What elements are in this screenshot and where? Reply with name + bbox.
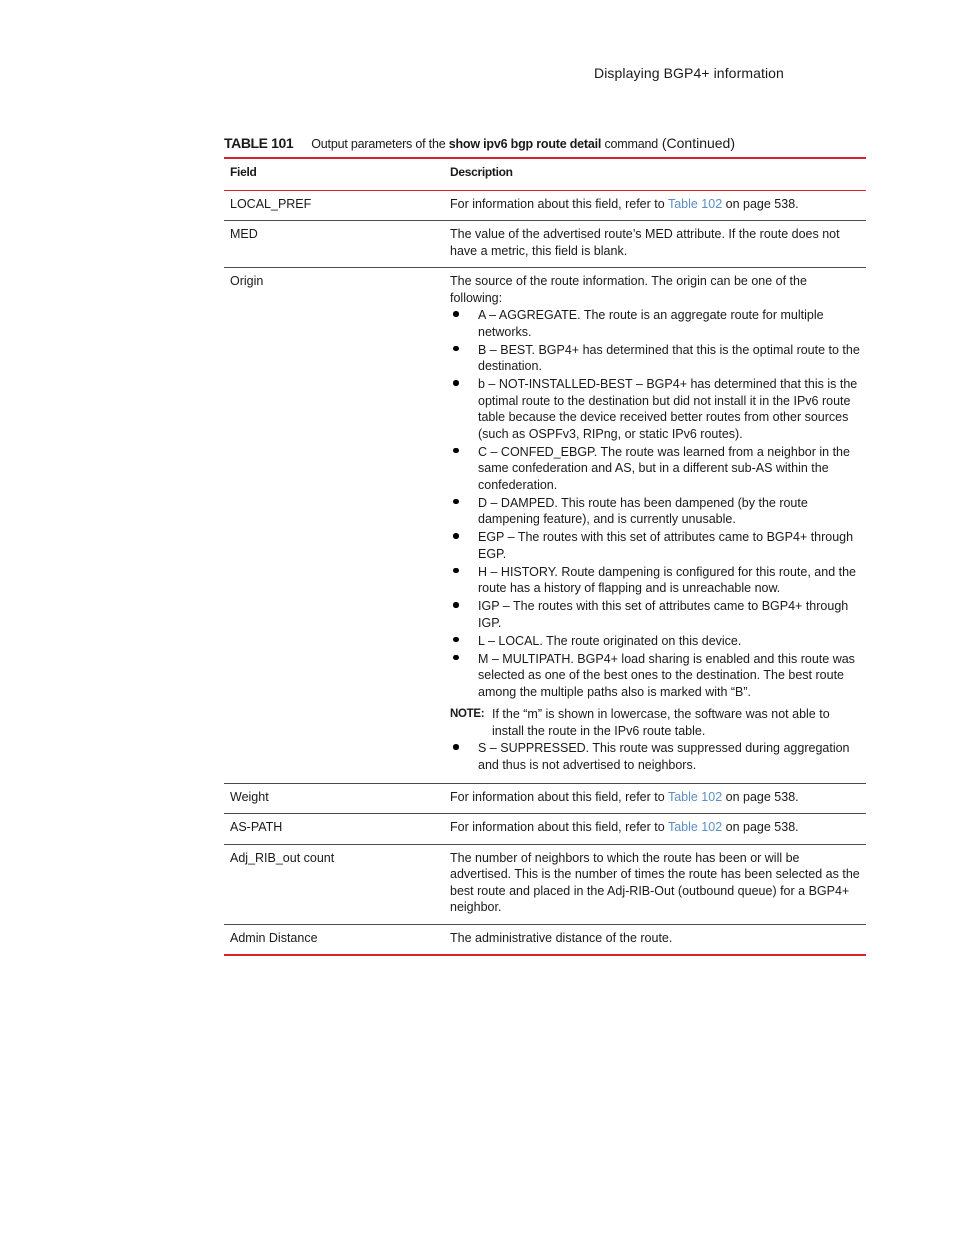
list-item: EGP – The routes with this set of attributes came to BGP4+ through EGP. bbox=[450, 529, 860, 562]
table-row bbox=[224, 783, 866, 814]
table-row bbox=[224, 221, 866, 268]
description-text: on page 538. bbox=[722, 820, 799, 834]
table-102-link[interactable]: Table 102 bbox=[667, 789, 723, 804]
description-cell bbox=[444, 190, 866, 221]
table-title bbox=[311, 137, 658, 151]
table-row bbox=[224, 190, 866, 221]
list-item: A – AGGREGATE. The route is an aggregate route for multiple networks. bbox=[450, 307, 860, 340]
table-number: TABLE 101 bbox=[224, 135, 294, 151]
table-caption bbox=[224, 135, 866, 151]
origin-code-list-continued bbox=[450, 740, 860, 773]
description-cell bbox=[444, 783, 866, 814]
caption-command: show ipv6 bgp route detail bbox=[448, 137, 602, 151]
description-cell: The value of the advertised route’s MED attribute. If the route does not have a metric, this field is blank. bbox=[450, 227, 840, 258]
description-text: For information about this field, refer to bbox=[450, 820, 668, 834]
origin-code-list bbox=[450, 307, 860, 700]
table-row bbox=[224, 268, 866, 784]
description-text: For information about this field, refer to bbox=[450, 196, 668, 211]
list-item: b – NOT-INSTALLED-BEST – BGP4+ has determined that this is the optimal route to the destination but did not install it in the IPv6 route table because the device received better routes from other sources (such as OSPFv3, RIPng, or static IPv6 routes). bbox=[450, 376, 860, 442]
list-item: D – DAMPED. This route has been dampened (by the route dampening feature), and is currently unusable. bbox=[450, 495, 860, 528]
list-item: B – BEST. BGP4+ has determined that this is the optimal route to the destination. bbox=[450, 342, 860, 375]
description-text: on page 538. bbox=[722, 789, 799, 804]
table-row bbox=[224, 814, 866, 845]
field-cell: Weight bbox=[230, 789, 269, 804]
list-item: IGP – The routes with this set of attributes came to BGP4+ through IGP. bbox=[450, 598, 860, 631]
list-item: M – MULTIPATH. BGP4+ load sharing is enabled and this route was selected as one of the best ones to the destination. The best route among the multiple paths also is marked with “B”. bbox=[450, 651, 860, 701]
list-item: H – HISTORY. Route dampening is configured for this route, and the route has a history of flapping and is unreachable now. bbox=[450, 564, 860, 597]
description-cell: The number of neighbors to which the route has been or will be advertised. This is the number of times the route has been selected as the best route and placed in the Adj-RIB-Out (outbound queue) for a BGP4+ neighbor. bbox=[450, 850, 860, 914]
note-text: If the “m” is shown in lowercase, the software was not able to install the route in the IPv6 route table. bbox=[492, 707, 830, 738]
description-text: For information about this field, refer to bbox=[450, 789, 668, 804]
running-header: Displaying BGP4+ information bbox=[594, 65, 784, 81]
description-cell bbox=[444, 814, 866, 845]
list-item: C – CONFED_EBGP. The route was learned from a neighbor in the same confederation and AS, but in a different sub-AS within the confederation. bbox=[450, 444, 860, 494]
table-102-link[interactable]: Table 102 bbox=[667, 196, 723, 211]
table-row bbox=[224, 924, 866, 955]
description-cell: The administrative distance of the route. bbox=[450, 930, 673, 945]
description-text: on page 538. bbox=[722, 196, 799, 211]
field-cell: Origin bbox=[230, 274, 264, 288]
note-label: NOTE: bbox=[450, 708, 485, 720]
field-cell: AS-PATH bbox=[230, 820, 283, 834]
column-header-field: Field bbox=[230, 165, 257, 179]
table-header-row bbox=[224, 158, 866, 190]
table-102-link[interactable]: Table 102 bbox=[667, 820, 723, 834]
field-cell: MED bbox=[230, 227, 258, 241]
list-item: L – LOCAL. The route originated on this device. bbox=[450, 633, 860, 650]
caption-continued: (Continued) bbox=[657, 135, 736, 151]
caption-prefix: Output parameters of the bbox=[311, 137, 449, 151]
note bbox=[450, 706, 860, 739]
field-cell: Admin Distance bbox=[230, 930, 318, 945]
field-cell: Adj_RIB_out count bbox=[230, 850, 335, 865]
table-row bbox=[224, 844, 866, 924]
output-parameters-table bbox=[224, 157, 866, 956]
description-cell bbox=[444, 268, 866, 784]
origin-intro: The source of the route information. The origin can be one of the following: bbox=[450, 274, 807, 305]
list-item: S – SUPPRESSED. This route was suppressed during aggregation and thus is not advertised to neighbors. bbox=[450, 740, 860, 773]
field-cell: LOCAL_PREF bbox=[230, 196, 312, 211]
caption-suffix: command bbox=[601, 137, 658, 151]
column-header-description: Description bbox=[450, 165, 513, 179]
